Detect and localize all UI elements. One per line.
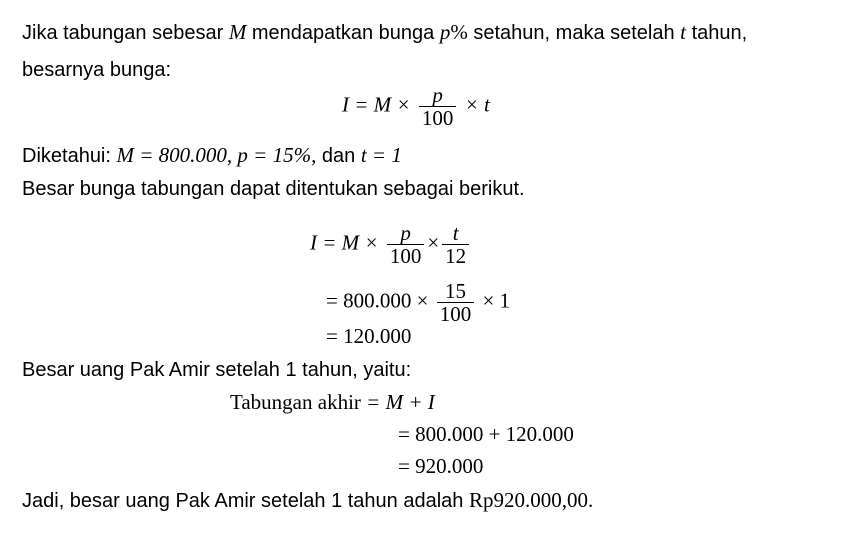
calc-row2-rhs: × 1 xyxy=(482,288,511,313)
calc-row2-frac xyxy=(437,280,475,325)
conclusion-text: Jadi, besar uang Pak Amir setelah 1 tahun adalah xyxy=(22,490,469,512)
interest-formula xyxy=(342,84,490,129)
final-row1-expr: = M + I xyxy=(366,390,435,414)
intro-text-c: setahun, maka setelah xyxy=(467,22,681,44)
intro-line-1 xyxy=(22,20,747,45)
intro-text-d: tahun, xyxy=(686,22,748,44)
formula-rhs: × t xyxy=(464,92,490,117)
known-label: Diketahui: xyxy=(22,145,117,167)
calc-row-3: = 120.000 xyxy=(326,324,412,348)
calc-row2-frac-den: 100 xyxy=(439,302,472,326)
formula-frac-den: 100 xyxy=(421,106,454,130)
intro-text-a: Jika tabungan sebesar xyxy=(22,22,229,44)
conclusion-amount: Rp920.000,00. xyxy=(468,488,594,512)
calc-row1-frac1-num: p xyxy=(387,222,425,245)
known-values xyxy=(22,143,402,168)
calc-row2-lhs: = 800.000 × xyxy=(326,288,429,313)
final-intro: Besar uang Pak Amir setelah 1 tahun, yaitu: xyxy=(22,359,412,381)
var-p: p xyxy=(439,20,451,44)
calc-row-2 xyxy=(326,280,510,325)
formula-fraction xyxy=(419,84,457,129)
known-t-expr: t = 1 xyxy=(360,143,402,167)
percent-sign: % xyxy=(450,20,468,44)
var-t: t xyxy=(680,20,687,44)
calc-row2-frac-num: 15 xyxy=(437,280,475,303)
var-m: M xyxy=(228,20,247,44)
final-row-3: = 920.000 xyxy=(398,454,484,478)
calc-row1-frac2-num: t xyxy=(442,222,469,245)
intro-text-b: mendapatkan bunga xyxy=(246,22,440,44)
known-m-expr: M = 800.000, p = 15%, xyxy=(116,143,317,167)
calc-row1-frac2 xyxy=(442,222,469,267)
calc-row1-frac1-den: 100 xyxy=(389,244,422,268)
formula-frac-num: p xyxy=(419,84,457,107)
formula-lhs: I = M × xyxy=(342,92,411,117)
calc-row1-frac1 xyxy=(387,222,425,267)
calc-row1-frac2-den: 12 xyxy=(445,244,467,268)
known-dan: dan xyxy=(316,145,361,167)
calc-row1-lhs: I = M × xyxy=(310,230,379,255)
final-label: Tabungan akhir xyxy=(230,390,361,414)
calc-row1-times: × xyxy=(427,230,440,255)
intro-line-2: besarnya bunga: xyxy=(22,59,172,81)
conclusion xyxy=(22,488,593,513)
step-intro: Besar bunga tabungan dapat ditentukan sebagai berikut. xyxy=(22,178,525,200)
calc-row-1 xyxy=(310,222,472,267)
final-row-1 xyxy=(230,390,435,414)
final-row-2: = 800.000 + 120.000 xyxy=(398,422,574,446)
